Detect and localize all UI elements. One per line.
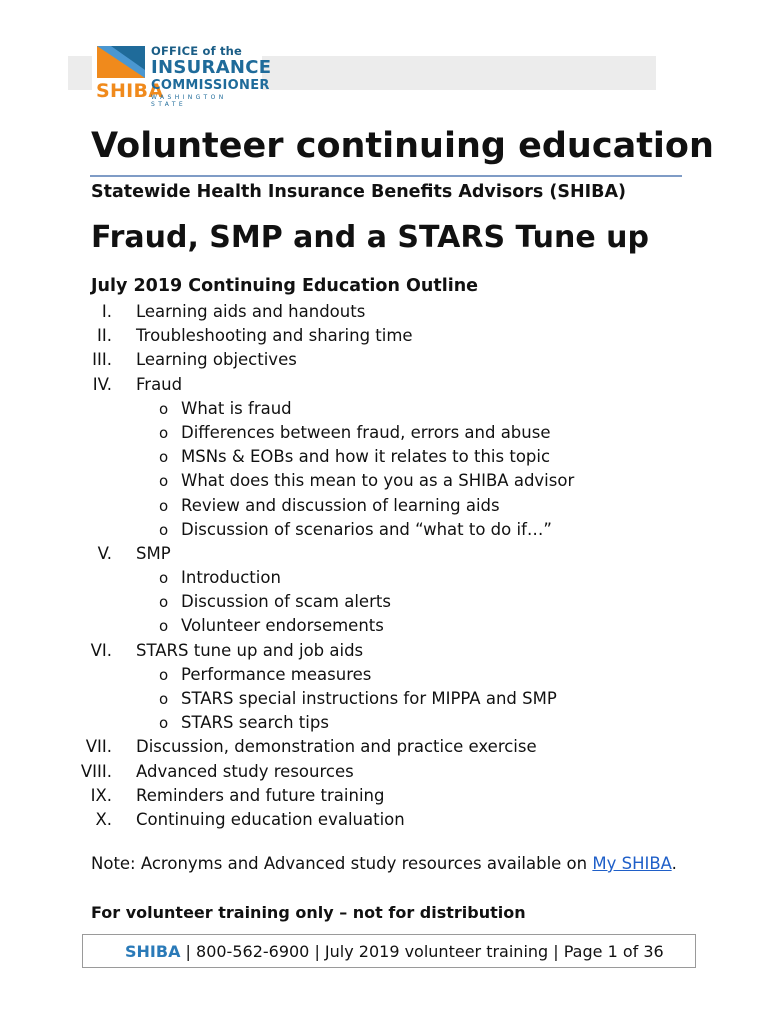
outline-item (0, 808, 770, 832)
outline-item-text: Advanced study resources (136, 761, 354, 781)
outline-item-text: Troubleshooting and sharing time (136, 326, 413, 346)
outline-numeral: IX. (90, 785, 112, 805)
outline-subitem-text: Discussion of scenarios and “what to do if…” (181, 519, 552, 539)
outline-subitem-text: Differences between fraud, errors and abuse (181, 422, 551, 442)
outline-subitem-text: Discussion of scam alerts (181, 592, 391, 612)
outline-numeral: III. (92, 350, 112, 370)
bullet-icon: o (159, 496, 169, 515)
bullet-icon: o (159, 472, 169, 491)
bullet-icon: o (159, 617, 169, 636)
outline-item-text: STARS tune up and job aids (136, 640, 364, 660)
bullet-icon: o (159, 520, 169, 539)
outline-item (0, 542, 770, 566)
bullet-icon: o (159, 423, 169, 442)
outline-numeral: X. (95, 809, 112, 829)
outline-subitem (0, 566, 770, 590)
outline-subitem-text: Volunteer endorsements (181, 616, 384, 636)
outline-subitem (0, 494, 770, 518)
logo-insurance-text: INSURANCE (151, 57, 272, 78)
bullet-icon: o (159, 714, 169, 733)
outline-subitem (0, 518, 770, 542)
footer-brand: SHIBA (125, 942, 181, 961)
outline-item (0, 373, 770, 397)
bullet-icon: o (159, 690, 169, 708)
outline-subitem (0, 421, 770, 445)
outline-item (0, 639, 770, 663)
outline-item (0, 348, 770, 372)
oic-logo (92, 42, 272, 108)
outline-item-text: Reminders and future training (136, 785, 385, 805)
outline-numeral: IV. (92, 374, 112, 394)
outline-list (0, 300, 770, 832)
note-suffix: . (671, 854, 677, 873)
outline-subitem (0, 711, 770, 735)
bullet-icon: o (159, 665, 169, 684)
title-divider (90, 175, 682, 177)
page-title: Volunteer continuing education (91, 126, 714, 166)
logo-state-text: WASHINGTON STATE (151, 94, 227, 108)
logo-office-text: OFFICE of the (151, 44, 243, 58)
outline-item (0, 324, 770, 348)
outline-subitem (0, 663, 770, 687)
outline-subitem (0, 614, 770, 638)
outline-item-text: Continuing education evaluation (136, 809, 405, 829)
outline-heading: July 2019 Continuing Education Outline (91, 276, 479, 296)
outline-numeral: VII. (85, 737, 112, 757)
outline-item-text: Learning aids and handouts (136, 302, 366, 321)
outline-subitem-text: What does this mean to you as a SHIBA advisor (181, 471, 575, 491)
outline-numeral: VIII. (80, 761, 112, 781)
page-subtitle: Statewide Health Insurance Benefits Advisors (SHIBA) (91, 182, 627, 202)
section-heading: Fraud, SMP and a STARS Tune up (91, 220, 650, 255)
logo-shiba-text: SHIBA (96, 80, 164, 102)
outline-subitem (0, 590, 770, 614)
outline-subitem-text: Introduction (181, 568, 281, 588)
outline-subitem (0, 445, 770, 469)
outline-subitem-text: Review and discussion of learning aids (181, 495, 500, 515)
logo-mark-icon (97, 46, 145, 78)
my-shiba-link[interactable]: My SHIBA (592, 854, 672, 873)
outline-item (0, 760, 770, 784)
outline-subitem (0, 687, 770, 711)
logo-commissioner-text: COMMISSIONER (151, 78, 270, 93)
outline-item (0, 735, 770, 759)
outline-subitem-text: STARS special instructions for MIPPA and SMP (181, 689, 557, 708)
outline-numeral: II. (97, 326, 112, 346)
page-footer (82, 934, 696, 968)
note-paragraph (91, 854, 677, 873)
outline-subitem (0, 469, 770, 493)
outline-subitem-text: What is fraud (181, 398, 292, 418)
outline-numeral: V. (97, 543, 112, 563)
outline-subitem-text: MSNs & EOBs and how it relates to this topic (181, 447, 551, 467)
note-text: Note: Acronyms and Advanced study resources available on (91, 854, 593, 873)
outline-item (0, 300, 770, 324)
footer-text: | 800-562-6900 | July 2019 volunteer training | Page 1 of 36 (180, 942, 664, 961)
outline-item (0, 784, 770, 808)
bullet-icon: o (159, 593, 169, 612)
outline-item-text: Discussion, demonstration and practice exercise (136, 737, 537, 757)
outline-subitem-text: STARS search tips (181, 713, 329, 733)
outline-subitem (0, 397, 770, 421)
distribution-disclaimer: For volunteer training only – not for distribution (91, 903, 526, 922)
bullet-icon: o (159, 569, 169, 588)
outline-item-text: Learning objectives (136, 350, 297, 370)
outline-numeral: I. (101, 302, 112, 321)
outline-subitem-text: Performance measures (181, 664, 372, 684)
outline-item-text: SMP (136, 543, 171, 563)
bullet-icon: o (159, 448, 169, 467)
outline-numeral: VI. (90, 640, 112, 660)
outline-item-text: Fraud (136, 374, 183, 394)
bullet-icon: o (159, 399, 169, 418)
